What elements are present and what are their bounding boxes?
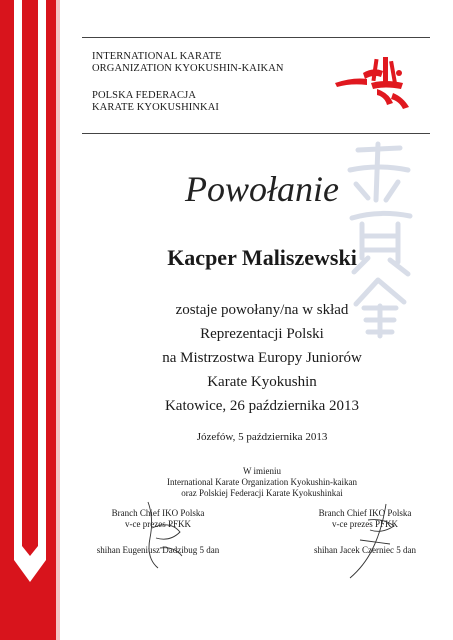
- handwritten-signature-left: [140, 498, 188, 574]
- on-behalf-line2: International Karate Organization Kyokushin-kaikan: [166, 477, 358, 487]
- federation-name-line2: KARATE KYOKUSHINKAI: [92, 102, 220, 113]
- issue-date: Józefów, 5 października 2013: [196, 431, 328, 443]
- signatory-role: v-ce prezes PFKK: [332, 519, 398, 529]
- on-behalf-line3: oraz Polskiej Federacji Karate Kyokushinkai: [181, 488, 343, 498]
- org-name-line2: ORGANIZATION KYOKUSHIN-KAIKAN: [92, 63, 284, 74]
- body-line: Karate Kyokushin: [207, 374, 317, 390]
- handwritten-signature-right: [342, 500, 402, 580]
- signatory-name: shihan Jacek Czerniec 5 dan: [314, 545, 416, 555]
- kyokushin-kanku-logo: [333, 53, 413, 111]
- header-bottom-rule: [82, 133, 430, 134]
- red-ribbon-border: [0, 0, 80, 640]
- signatory-role: Branch Chief IKO Polska: [111, 508, 205, 518]
- body-line: Reprezentacji Polski: [200, 326, 324, 342]
- body-line: na Mistrzostwa Europy Juniorów: [162, 350, 362, 366]
- body-line: Katowice, 26 października 2013: [164, 398, 360, 414]
- body-line: zostaje powołany/na w skład: [175, 302, 349, 318]
- on-behalf-line1: W imieniu: [242, 466, 282, 476]
- federation-name-block: [92, 90, 219, 114]
- certificate-title: Powołanie: [185, 169, 339, 209]
- recipient-name: Kacper Maliszewski: [167, 245, 357, 270]
- on-behalf-block: [82, 466, 442, 499]
- signatory-name: shihan Eugeniusz Dadzibug 5 dan: [96, 545, 220, 555]
- appointment-text: [82, 298, 442, 418]
- org-name-block: [92, 51, 284, 75]
- header-top-rule: [82, 37, 430, 38]
- signatory-role: v-ce prezes PFKK: [125, 519, 191, 529]
- federation-name-line1: POLSKA FEDERACJA: [92, 90, 196, 101]
- org-name-line1: INTERNATIONAL KARATE: [92, 51, 222, 62]
- signatory-role: Branch Chief IKO Polska: [318, 508, 412, 518]
